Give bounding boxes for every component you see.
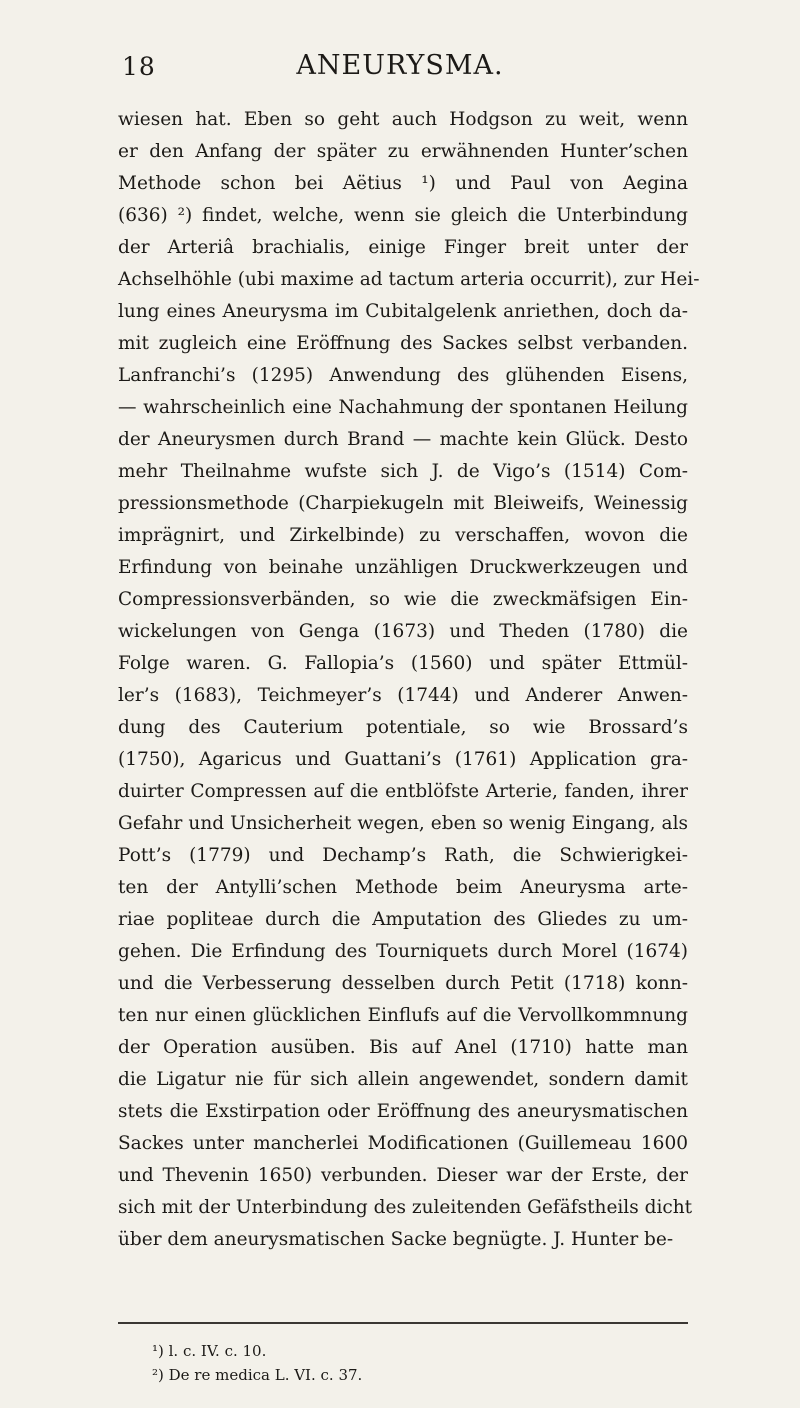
text-line: mit zugleich eine Eröffnung des Sackes selbst verbanden. xyxy=(118,333,688,354)
text-line: der Arteriâ brachialis, einige Finger breit unter der xyxy=(118,237,688,258)
running-head: ANEURYSMA. xyxy=(296,50,504,81)
page-number: 18 xyxy=(122,52,156,81)
text-line: — wahrscheinlich eine Nachahmung der spontanen Heilung xyxy=(118,397,688,418)
text-line: ten der Antylli’schen Methode beim Aneurysma arte- xyxy=(118,877,688,898)
footnote: ¹) l. c. IV. c. 10. xyxy=(152,1342,267,1360)
text-line: die Ligatur nie für sich allein angewendet, sondern damit xyxy=(118,1069,688,1090)
text-line: imprägnirt, und Zirkelbinde) zu verschaffen, wovon die xyxy=(118,525,688,546)
text-line: der Operation ausüben. Bis auf Anel (1710) hatte man xyxy=(118,1037,688,1058)
footnote-rule xyxy=(118,1322,688,1324)
text-line: Compressionsverbänden, so wie die zweckmäfsigen Ein- xyxy=(118,589,688,610)
text-line: pressionsmethode (Charpiekugeln mit Bleiweifs, Weinessig xyxy=(118,493,688,514)
text-line: (1750), Agaricus und Guattani’s (1761) Application gra- xyxy=(118,749,688,770)
text-line: wickelungen von Genga (1673) und Theden (1780) die xyxy=(118,621,688,642)
text-line: Methode schon bei Aëtius ¹) und Paul von Aegina xyxy=(118,173,688,194)
text-line: Folge waren. G. Fallopia’s (1560) und später Ettmül- xyxy=(118,653,688,674)
text-line: der Aneurysmen durch Brand — machte kein Glück. Desto xyxy=(118,429,688,450)
text-line: und Thevenin 1650) verbunden. Dieser war der Erste, der xyxy=(118,1165,688,1186)
footnotes xyxy=(152,1339,362,1387)
text-line: gehen. Die Erfindung des Tourniquets durch Morel (1674) xyxy=(118,941,688,962)
text-line: wiesen hat. Eben so geht auch Hodgson zu weit, wenn xyxy=(118,109,688,130)
text-line: Lanfranchi’s (1295) Anwendung des glühenden Eisens, xyxy=(118,365,688,386)
text-line: Pott’s (1779) und Dechamp’s Rath, die Schwierigkei- xyxy=(118,845,688,866)
text-line: über dem aneurysmatischen Sacke begnügte. J. Hunter be- xyxy=(118,1229,674,1250)
text-line: und die Verbesserung desselben durch Petit (1718) konn- xyxy=(118,973,688,994)
text-line: ler’s (1683), Teichmeyer’s (1744) und Anderer Anwen- xyxy=(118,685,688,706)
text-line: ten nur einen glücklichen Einflufs auf die Vervollkommnung xyxy=(118,1005,688,1026)
text-line: er den Anfang der später zu erwähnenden Hunter’schen xyxy=(118,141,688,162)
footnote: ²) De re medica L. VI. c. 37. xyxy=(152,1366,363,1384)
text-line: riae popliteae durch die Amputation des Gliedes zu um- xyxy=(118,909,688,930)
text-line: sich mit der Unterbindung des zuleitenden Gefäfstheils dicht xyxy=(118,1197,693,1218)
text-line: Erfindung von beinahe unzähligen Druckwerkzeugen und xyxy=(118,557,688,578)
text-line: Sackes unter mancherlei Modificationen (Guillemeau 1600 xyxy=(118,1133,688,1154)
text-line: stets die Exstirpation oder Eröffnung des aneurysmatischen xyxy=(118,1101,688,1122)
text-line: mehr Theilnahme wufste sich J. de Vigo’s (1514) Com- xyxy=(118,461,688,482)
text-line: Achselhöhle (ubi maxime ad tactum arteria occurrit), zur Hei- xyxy=(118,269,700,290)
text-line: Gefahr und Unsicherheit wegen, eben so wenig Eingang, als xyxy=(118,813,688,834)
text-line: lung eines Aneurysma im Cubitalgelenk anriethen, doch da- xyxy=(118,301,688,322)
body-text xyxy=(118,104,700,1256)
text-line: dung des Cauterium potentiale, so wie Brossard’s xyxy=(118,717,688,738)
text-line: (636) ²) findet, welche, wenn sie gleich die Unterbindung xyxy=(118,205,688,226)
text-line: duirter Compressen auf die entblöfste Arterie, fanden, ihrer xyxy=(118,781,688,802)
